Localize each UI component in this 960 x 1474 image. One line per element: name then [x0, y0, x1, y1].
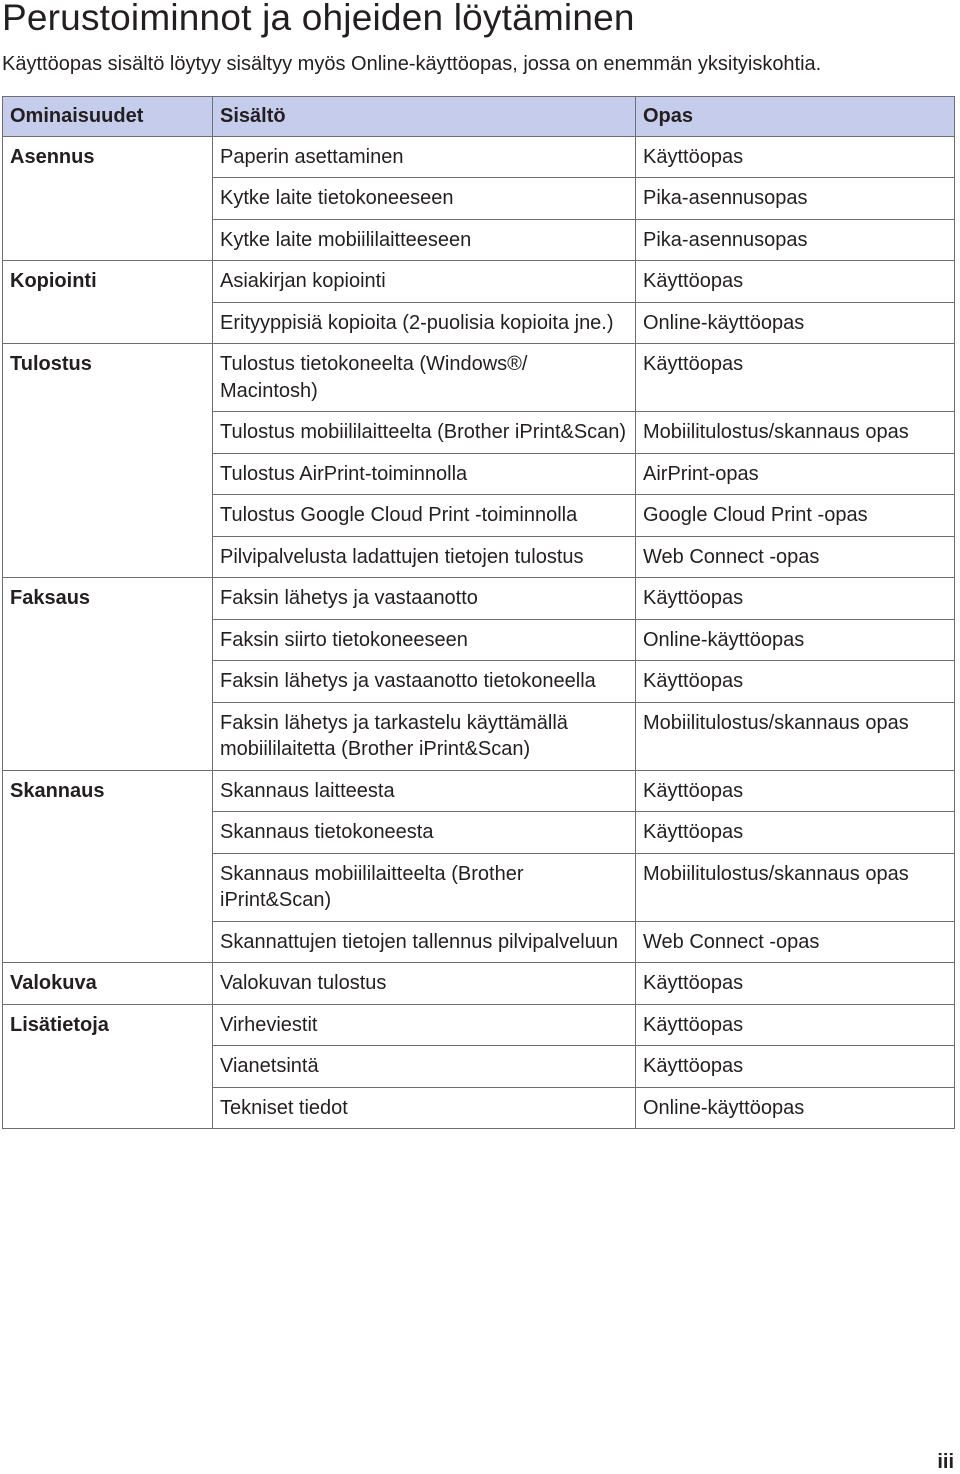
content-cell: Kytke laite mobiililaitteeseen [213, 219, 636, 261]
guide-cell: Käyttöopas [636, 578, 955, 620]
header-features: Ominaisuudet [3, 97, 213, 137]
content-cell: Tulostus mobiililaitteelta (Brother iPrint&Scan) [213, 412, 636, 454]
header-contents: Sisältö [213, 97, 636, 137]
guide-cell: Mobiilitulostus/skannaus opas [636, 412, 955, 454]
guide-cell: Mobiilitulostus/skannaus opas [636, 853, 955, 921]
guide-cell: Online-käyttöopas [636, 619, 955, 661]
page-number: iii [937, 1451, 954, 1473]
table-row [3, 1004, 955, 1046]
content-cell: Faksin lähetys ja vastaanotto tietokoneella [213, 661, 636, 703]
feature-cell: Faksaus [3, 578, 213, 771]
guide-cell: Pika-asennusopas [636, 219, 955, 261]
content-cell: Valokuvan tulostus [213, 963, 636, 1005]
guide-cell: Online-käyttöopas [636, 1087, 955, 1129]
content-cell: Tulostus tietokoneelta (Windows®/ Macintosh) [213, 344, 636, 412]
table-row [3, 578, 955, 620]
content-cell: Tekniset tiedot [213, 1087, 636, 1129]
guide-cell: Käyttöopas [636, 661, 955, 703]
table-body [3, 136, 955, 1129]
feature-guide-table [2, 96, 955, 1129]
content-cell: Skannaus mobiililaitteelta (Brother iPrint&Scan) [213, 853, 636, 921]
feature-cell: Lisätietoja [3, 1004, 213, 1129]
content-cell: Erityyppisiä kopioita (2-puolisia kopioita jne.) [213, 302, 636, 344]
guide-cell: AirPrint-opas [636, 453, 955, 495]
guide-cell: Web Connect -opas [636, 536, 955, 578]
guide-cell: Käyttöopas [636, 344, 955, 412]
table-row [3, 136, 955, 178]
table-row [3, 261, 955, 303]
feature-cell: Kopiointi [3, 261, 213, 344]
guide-cell: Google Cloud Print -opas [636, 495, 955, 537]
content-cell: Asiakirjan kopiointi [213, 261, 636, 303]
feature-cell: Tulostus [3, 344, 213, 578]
content-cell: Faksin siirto tietokoneeseen [213, 619, 636, 661]
guide-cell: Käyttöopas [636, 812, 955, 854]
table-row [3, 770, 955, 812]
content-cell: Skannattujen tietojen tallennus pilvipalveluun [213, 921, 636, 963]
guide-cell: Käyttöopas [636, 136, 955, 178]
header-guide: Opas [636, 97, 955, 137]
table-row [3, 344, 955, 412]
content-cell: Tulostus Google Cloud Print -toiminnolla [213, 495, 636, 537]
guide-cell: Mobiilitulostus/skannaus opas [636, 702, 955, 770]
guide-cell: Käyttöopas [636, 1004, 955, 1046]
content-cell: Vianetsintä [213, 1046, 636, 1088]
feature-cell: Asennus [3, 136, 213, 261]
content-cell: Skannaus laitteesta [213, 770, 636, 812]
content-cell: Paperin asettaminen [213, 136, 636, 178]
content-cell: Skannaus tietokoneesta [213, 812, 636, 854]
page-title: Perustoiminnot ja ohjeiden löytäminen [2, 0, 635, 38]
guide-cell: Käyttöopas [636, 1046, 955, 1088]
content-cell: Faksin lähetys ja tarkastelu käyttämällä mobiililaitetta (Brother iPrint&Scan) [213, 702, 636, 770]
guide-cell: Käyttöopas [636, 770, 955, 812]
guide-cell: Käyttöopas [636, 261, 955, 303]
guide-cell: Pika-asennusopas [636, 178, 955, 220]
content-cell: Virheviestit [213, 1004, 636, 1046]
content-cell: Tulostus AirPrint-toiminnolla [213, 453, 636, 495]
feature-cell: Valokuva [3, 963, 213, 1005]
guide-cell: Käyttöopas [636, 963, 955, 1005]
content-cell: Faksin lähetys ja vastaanotto [213, 578, 636, 620]
table-header-row [3, 97, 955, 137]
guide-cell: Online-käyttöopas [636, 302, 955, 344]
intro-text: Käyttöopas sisältö löytyy sisältyy myös Online-käyttöopas, jossa on enemmän yksityiskohtia. [2, 53, 822, 75]
feature-cell: Skannaus [3, 770, 213, 963]
content-cell: Kytke laite tietokoneeseen [213, 178, 636, 220]
content-cell: Pilvipalvelusta ladattujen tietojen tulostus [213, 536, 636, 578]
guide-cell: Web Connect -opas [636, 921, 955, 963]
table-row [3, 963, 955, 1005]
